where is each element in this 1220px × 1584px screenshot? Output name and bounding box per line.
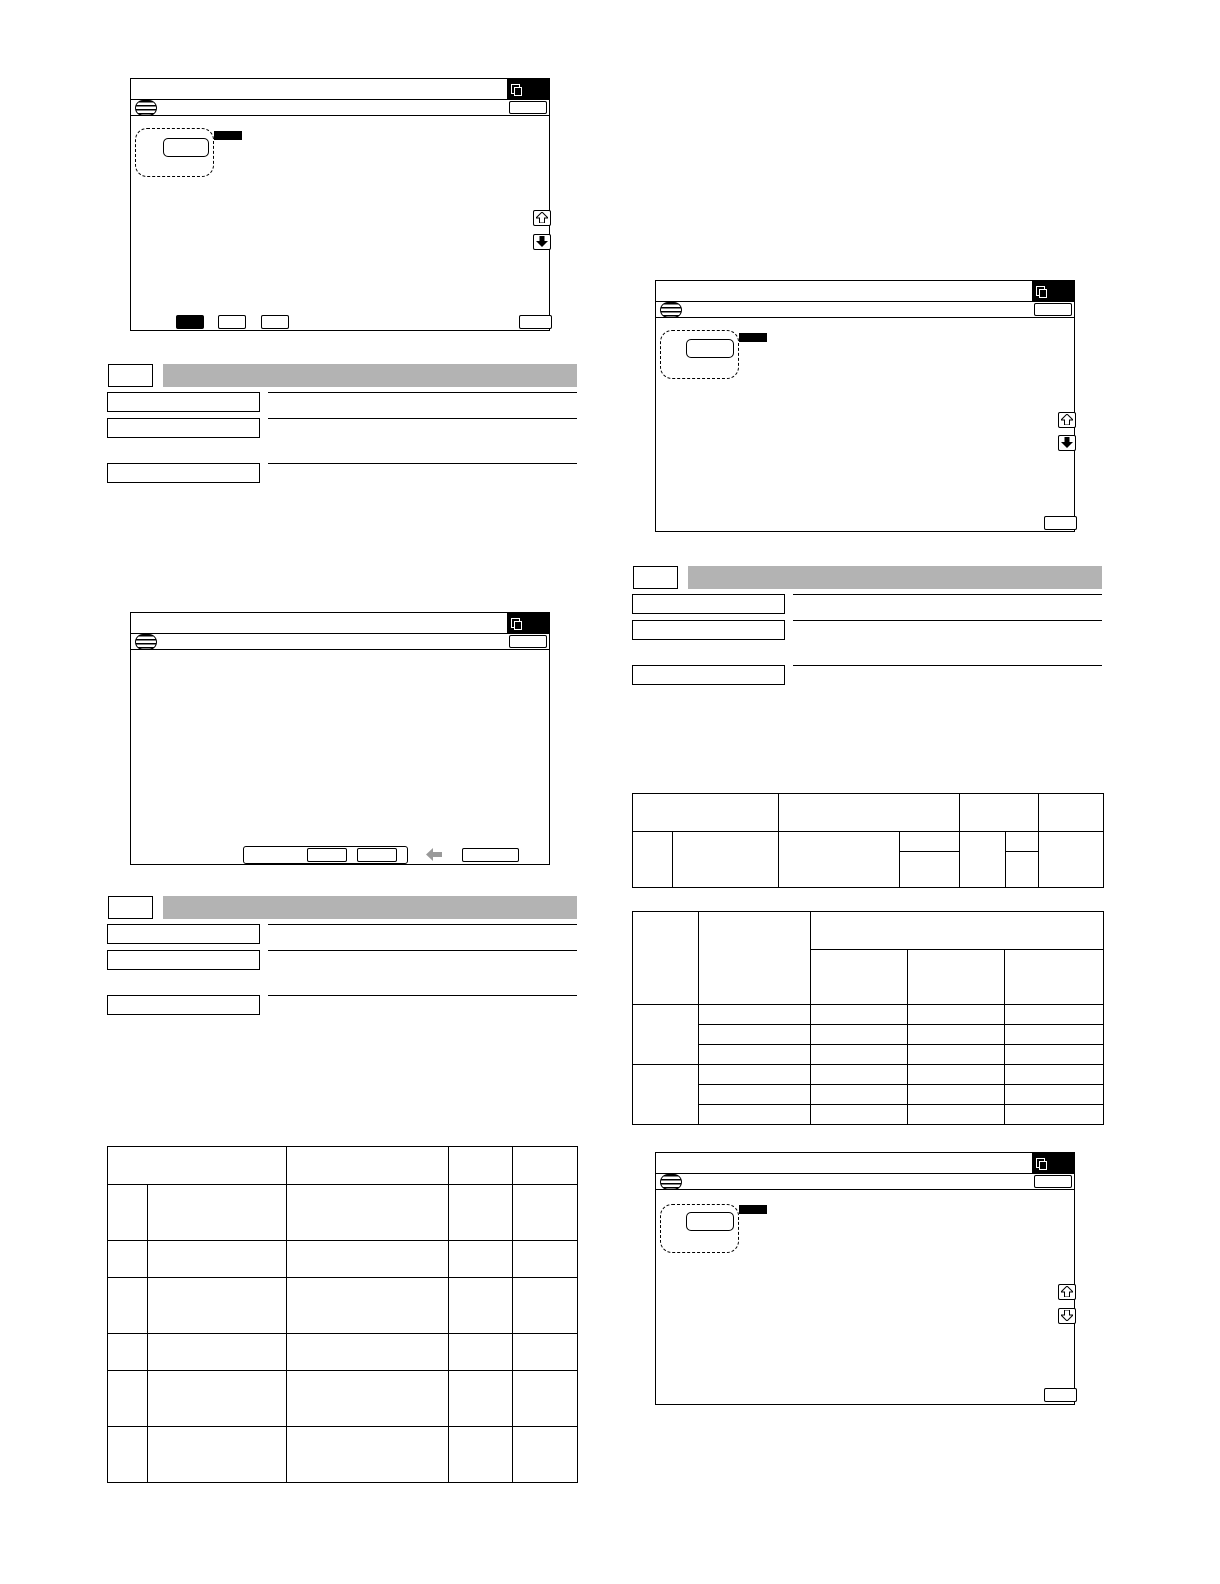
- table-row: [108, 1278, 578, 1334]
- ok-button[interactable]: [1044, 516, 1077, 530]
- table-row: [108, 1241, 578, 1278]
- bottom-button-1[interactable]: [176, 315, 204, 329]
- item-tag: [214, 131, 242, 140]
- top-right-button[interactable]: [1034, 303, 1072, 316]
- bottom-button-3[interactable]: [261, 315, 289, 329]
- arrow-up-icon: [536, 212, 548, 223]
- scroll-up-button[interactable]: [1058, 412, 1076, 428]
- table-row: [633, 1045, 1104, 1065]
- table-header-cell: [108, 1147, 287, 1185]
- top-right-button[interactable]: [509, 101, 547, 114]
- screen-title-bar: [656, 1153, 1074, 1174]
- table-row: [108, 1427, 578, 1483]
- item-tag: [739, 333, 767, 342]
- table-row: [108, 1334, 578, 1371]
- screen-title-bar: [656, 281, 1074, 302]
- arrow-up-icon: [1061, 414, 1073, 425]
- arrow-left-icon: [426, 848, 442, 861]
- divider: [268, 924, 577, 925]
- screen-sub-bar: [131, 633, 549, 650]
- table-row: [633, 1085, 1104, 1105]
- table-header-cell: [513, 1147, 578, 1185]
- scroll-down-button[interactable]: [1058, 435, 1076, 451]
- section-code-box-2: [108, 896, 153, 919]
- item-tag: [739, 1205, 767, 1214]
- value-button[interactable]: [163, 138, 209, 157]
- table-row: [633, 1025, 1104, 1045]
- menu-icon[interactable]: [660, 302, 682, 318]
- screen-sub-bar: [656, 1173, 1074, 1190]
- copy-mode-badge: [507, 613, 549, 633]
- right-spec-table-top: [632, 793, 1104, 888]
- table-row: [108, 1371, 578, 1427]
- section-code-box-1: [108, 364, 153, 387]
- scroll-down-button[interactable]: [533, 234, 551, 250]
- divider: [268, 995, 577, 996]
- section-code-box-3: [633, 566, 678, 589]
- divider: [268, 950, 577, 951]
- divider: [793, 665, 1102, 666]
- top-right-button[interactable]: [1034, 1175, 1072, 1188]
- ok-button[interactable]: [519, 315, 552, 329]
- divider: [268, 418, 577, 419]
- value-button[interactable]: [686, 1212, 734, 1231]
- screen-title-bar: [131, 613, 549, 634]
- table-row: [633, 1105, 1104, 1125]
- scroll-up-button[interactable]: [533, 210, 551, 226]
- field-label-box: [107, 995, 260, 1015]
- scroll-up-button[interactable]: [1058, 1284, 1076, 1300]
- right-spec-table-bottom: [632, 911, 1104, 1125]
- arrow-down-icon: [1061, 437, 1073, 448]
- simulation-screen-c: [655, 280, 1075, 532]
- bottom-button-2[interactable]: [218, 315, 246, 329]
- group-button-1[interactable]: [307, 848, 347, 862]
- screen-sub-bar: [656, 301, 1074, 318]
- section-title-bar-1: [163, 364, 577, 387]
- field-label-box: [107, 950, 260, 970]
- table-row: [108, 1185, 578, 1241]
- top-right-button[interactable]: [509, 635, 547, 648]
- table-row: [633, 1005, 1104, 1025]
- divider: [268, 463, 577, 464]
- screen-title-bar: [131, 79, 549, 100]
- copy-mode-badge: [1032, 281, 1074, 301]
- table-header-cell: [449, 1147, 513, 1185]
- execute-button[interactable]: [462, 848, 519, 862]
- arrow-down-icon: [1061, 1310, 1073, 1321]
- copy-mode-badge: [1032, 1153, 1074, 1173]
- field-label-box: [107, 924, 260, 944]
- divider: [793, 620, 1102, 621]
- ok-button[interactable]: [1044, 1388, 1077, 1402]
- field-label-box: [107, 392, 260, 412]
- value-button[interactable]: [686, 339, 734, 358]
- left-spec-table: [107, 1146, 578, 1483]
- field-label-box: [632, 594, 785, 614]
- menu-icon[interactable]: [135, 100, 157, 116]
- field-label-box: [632, 665, 785, 685]
- section-title-bar-3: [688, 566, 1102, 589]
- table-header-cell: [287, 1147, 449, 1185]
- scroll-down-button[interactable]: [1058, 1308, 1076, 1324]
- divider: [793, 594, 1102, 595]
- simulation-screen-a: [130, 78, 550, 331]
- simulation-screen-b: [130, 612, 550, 865]
- menu-icon[interactable]: [660, 1174, 682, 1190]
- field-label-box: [632, 620, 785, 640]
- field-label-box: [107, 418, 260, 438]
- arrow-down-icon: [536, 236, 548, 247]
- divider: [268, 392, 577, 393]
- simulation-screen-d: [655, 1152, 1075, 1405]
- group-button-2[interactable]: [357, 848, 397, 862]
- section-title-bar-2: [163, 896, 577, 919]
- table-row: [633, 1065, 1104, 1085]
- menu-icon[interactable]: [135, 634, 157, 650]
- field-label-box: [107, 463, 260, 483]
- screen-sub-bar: [131, 99, 549, 116]
- arrow-up-icon: [1061, 1286, 1073, 1297]
- copy-mode-badge: [507, 79, 549, 99]
